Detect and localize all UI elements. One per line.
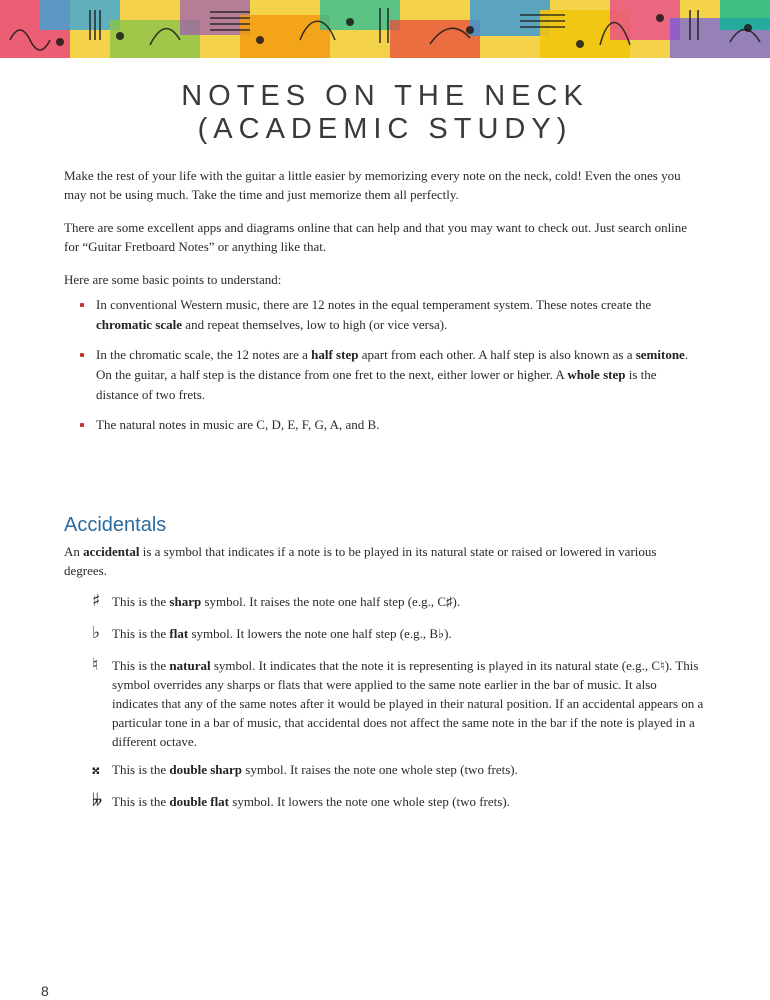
page-title-line2: (ACADEMIC STUDY) — [197, 113, 573, 145]
watercolor-music-art — [0, 0, 770, 58]
sharp-icon: ♯ — [92, 591, 101, 611]
paragraph-apps: There are some excellent apps and diagrams online that can help and that you may want to check out. Just search online for “Guitar Fretboard Notes” or anything like that. — [64, 220, 688, 254]
list-item: In the chromatic scale, the 12 notes are a half step apart from each other. A half step is also known as a semitone. On the guitar, a half step is the distance from one fret to the next, either lower or higher. A whole step is the distance of two frets. — [96, 345, 700, 405]
natural-icon: ♮ — [92, 655, 99, 675]
page-title — [0, 80, 770, 146]
basic-points-list — [64, 295, 700, 435]
accidentals-heading: Accidentals — [64, 514, 167, 536]
double-flat-icon: 𝄫 — [92, 791, 103, 811]
accidental-sharp: ♯ This is the sharp symbol. It raises the note one half step (e.g., C♯). — [92, 591, 461, 611]
accidental-flat: ♭ This is the flat symbol. It lowers the note one half step (e.g., B♭). — [92, 623, 452, 643]
intro-content — [64, 166, 700, 445]
flat-icon: ♭ — [92, 623, 101, 643]
list-item: In conventional Western music, there are 12 notes in the equal temperament system. These notes create the chromatic scale and repeat themselves, low to high (or vice versa). — [96, 295, 700, 335]
accidental-double-flat: 𝄫 This is the double flat symbol. It lowers the note one whole step (two frets). — [92, 791, 510, 811]
list-item: The natural notes in music are C, D, E, F, G, A, and B. — [96, 415, 700, 435]
decorative-banner — [0, 0, 770, 58]
paragraph-memorize: Make the rest of your life with the guitar a little easier by memorizing every note on the neck, cold! Even the ones you may not be using much. Take the time and just memorize them all perfectly. — [64, 168, 681, 202]
paragraph-basic-points: Here are some basic points to understand: — [64, 272, 282, 287]
page-title-line1: NOTES ON THE NECK — [181, 80, 589, 112]
page-number: 8 — [41, 983, 49, 999]
accidental-natural: ♮ This is the natural symbol. It indicates that the note it is representing is played in its natural state (e.g., C♮). This symbol overrides any sharps or flats that were applied to the same note earlier in the bar of music. It also indicates that any of the same notes after it would be played in their natural position. If an accidental appears on a particular tone in a bar of music, that accidental does not affect the same note in the bar if the note is played in a different octave. — [92, 655, 704, 749]
accidentals-intro: An accidental is a symbol that indicates if a note is to be played in its natural state or raised or lowered in various degrees. — [64, 544, 657, 578]
accidental-double-sharp: 𝄪 This is the double sharp symbol. It raises the note one whole step (two frets). — [92, 759, 518, 779]
double-sharp-icon: 𝄪 — [92, 759, 100, 779]
